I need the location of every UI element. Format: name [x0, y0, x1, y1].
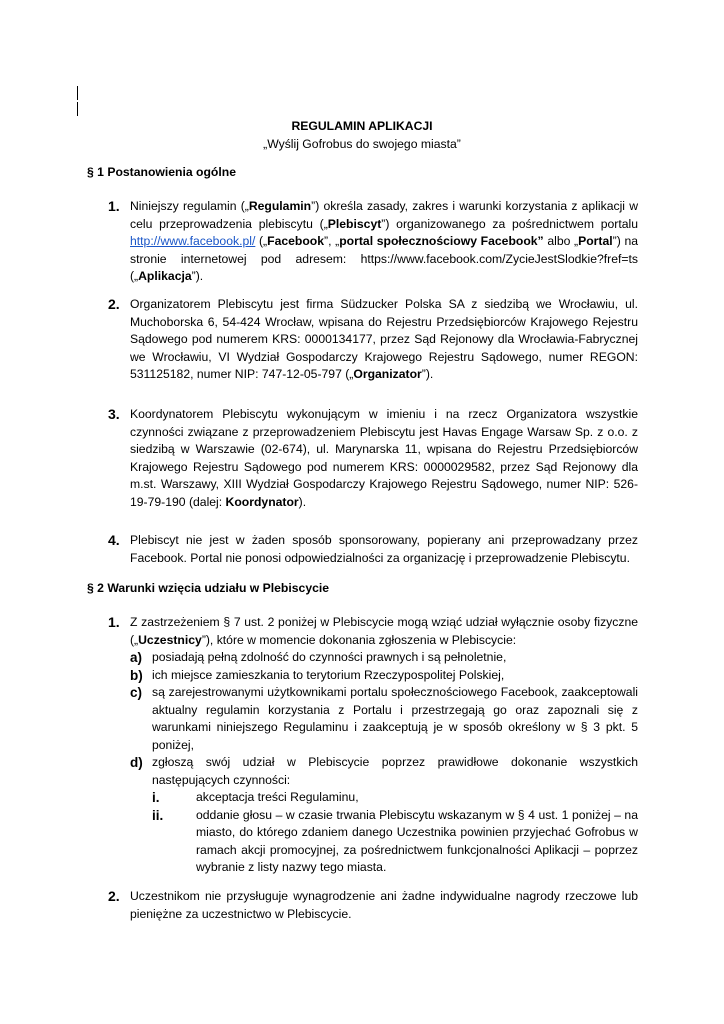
section-1-item-4 — [87, 532, 638, 567]
step-number: i. — [152, 790, 160, 805]
item-number: 1. — [108, 198, 120, 214]
item-number: 1. — [108, 614, 120, 630]
condition-b — [130, 667, 638, 685]
item-text: Koordynatorem Plebiscytu wykonującym w imieniu i na rzecz Organizatora wszystkie czynności związane z przeprowadzeniem Plebiscytu jest Havas Engage Warsaw Sp. z o.o. z siedzibą w Warszawie (02-674), ul. Marynarska 11, wpisana do Rejestru Przedsiębiorców Krajowego Rejestru Sądowego pod numerem KRS: 0000029582, przez Sąd Rejonowy dla m.st. Warszawy, XIII Wydział Gospodarczy Krajowego Rejestru Sądowego, numer NIP: 526-19-79-190 (dalej: Koordynator). — [130, 407, 638, 509]
step-text: akceptacja treści Regulaminu, — [196, 790, 359, 804]
document-title: REGULAMIN APLIKACJI — [291, 119, 433, 133]
item-number: 4. — [108, 532, 120, 548]
section-1-heading: § 1 Postanowienia ogólne — [87, 165, 236, 179]
condition-c — [130, 684, 638, 754]
item-text: Uczestnikom nie przysługuje wynagrodzenie ani żadne indywidualne nagrody rzeczowe lub pieniężne za uczestnictwo w Plebiscycie. — [130, 889, 638, 921]
step-text: oddanie głosu – w czasie trwania Plebiscytu wskazanym w § 4 ust. 1 poniżej – na miasto, do którego zdaniem danego Uczestnika powinien przyjechać Gofrobus w ramach akcji promocyjnej, za pośrednictwem funkcjonalności Aplikacji – poprzez wybranie z listy nazwy tego miasta. — [196, 807, 638, 874]
section-1-item-3 — [87, 406, 638, 511]
section-2-item-1 — [87, 614, 638, 877]
condition-letter: c) — [130, 685, 143, 700]
step-i — [152, 789, 638, 807]
item-text: Niniejszy regulamin („Regulamin”) określa zasady, zakres i warunki korzystania z aplikacji w celu przeprowadzenia plebiscytu („Plebiscyt”) organizowanego za pośrednictwem portalu http://www.facebook.pl/ („Facebook”, „portal społecznościowy Facebook” albo „Portal”) na stronie internetowej pod adresem: https://www.facebook.com/ZycieJestSlodkie?fref=ts („Aplikacja”). — [130, 199, 639, 283]
condition-letter: a) — [130, 650, 143, 665]
item-text: Plebiscyt nie jest w żaden sposób sponsorowany, popierany ani przeprowadzany przez Facebook. Portal nie ponosi odpowiedzialności za organizację i przeprowadzenie Plebiscytu. — [130, 533, 638, 565]
section-1-item-1 — [87, 198, 638, 286]
facebook-link[interactable]: http://www.facebook.pl/ — [130, 234, 256, 248]
condition-text: są zarejestrowanymi użytkownikami portalu społecznościowego Facebook, zaakceptowali aktualny regulamin korzystania z Portalu i przestrzegają go oraz zapoznali się z warunkami niniejszego Regulaminu i zaakceptują je w sposób określony w § 3 pkt. 5 poniżej, — [152, 685, 638, 752]
section-2-item-2 — [87, 888, 638, 923]
condition-text: posiadają pełną zdolność do czynności prawnych i są pełnoletnie, — [152, 650, 507, 664]
condition-letter: d) — [130, 755, 143, 770]
section-1-item-2 — [87, 296, 638, 384]
condition-text: zgłoszą swój udział w Plebiscycie poprzez prawidłowe dokonanie wszystkich następujących czynności: — [152, 755, 638, 787]
condition-d — [130, 754, 638, 789]
document-subtitle: „Wyślij Gofrobus do swojego miasta” — [263, 137, 461, 151]
item-text: Z zastrzeżeniem § 7 ust. 2 poniżej w Plebiscycie mogą wziąć udział wyłącznie osoby fizyczne („Uczestnicy”), które w momencie dokonania zgłoszenia w Plebiscycie: — [130, 615, 638, 647]
revision-mark — [77, 86, 78, 100]
item-number: 3. — [108, 406, 120, 422]
condition-text: ich miejsce zamieszkania to terytorium Rzeczypospolitej Polskiej, — [152, 667, 505, 682]
step-number: ii. — [152, 807, 164, 823]
revision-mark — [77, 102, 78, 116]
step-ii — [152, 807, 638, 877]
condition-letter: b) — [130, 667, 143, 683]
item-text: Organizatorem Plebiscytu jest firma Südzucker Polska SA z siedzibą we Wrocławiu, ul. Muchoborska 6, 54-424 Wrocław, wpisana do Rejestru Przedsiębiorców Krajowego Rejestru Sądowego pod numerem KRS: 0000134177, przez Sąd Rejonowy dla Wrocławia-Fabrycznej we Wrocławiu, VI Wydział Gospodarczy Krajowego Rejestru Sądowego, numer REGON: 531125182, numer NIP: 747-12-05-797 („Organizator”). — [130, 297, 638, 381]
section-2-heading: § 2 Warunki wzięcia udziału w Plebiscycie — [87, 581, 330, 595]
item-number: 2. — [108, 296, 120, 312]
condition-a — [130, 649, 638, 667]
item-number: 2. — [108, 888, 120, 904]
